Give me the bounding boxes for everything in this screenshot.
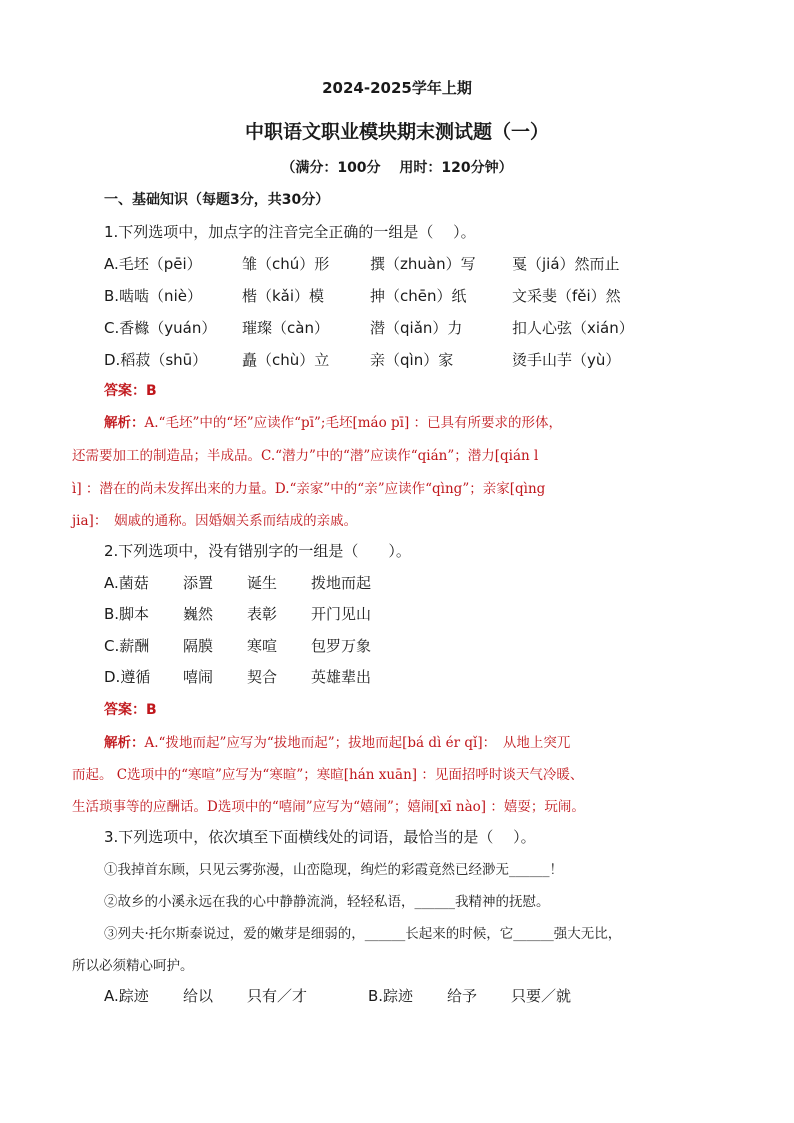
option-cell: 抻（chēn）纸	[370, 287, 467, 305]
answer-value: B	[146, 383, 157, 399]
option-cell: 扣人心弦（xián）	[512, 319, 634, 337]
answer-value: B	[146, 702, 157, 718]
option-cell: 文采斐（fěi）然	[512, 287, 621, 305]
option-cell: 雏（chú）形	[242, 255, 330, 273]
q3-sentence-3: ③列夫·托尔斯泰说过，爱的嫩芽是细弱的，______长起来的时候，它______强大无比，	[104, 926, 622, 942]
option-cell: 亲（qìn）家	[370, 351, 454, 369]
q3-sentence-3-cont: 所以必须精心呵护。	[72, 958, 194, 974]
option-cell: 表彰	[247, 605, 278, 623]
option-cell: 只要／就	[511, 987, 572, 1005]
q2-answer	[104, 700, 157, 720]
q1-analysis-line-2: 还需要加工的制造品；半成品。C.“潜力”中的“潜”应读作“qián”；潜力[qián l	[72, 448, 539, 464]
option-cell: B.踪迹	[368, 987, 414, 1005]
option-cell: 璀璨（càn）	[242, 319, 329, 337]
term-label: 2024-2025学年上期	[322, 79, 472, 97]
answer-label: 答案：	[104, 383, 146, 399]
option-cell: 戛（jiá）然而止	[512, 255, 620, 273]
option-cell: 诞生	[247, 574, 278, 592]
q2-analysis-line-1	[104, 733, 570, 753]
section-heading: 一、基础知识（每题3分，共30分）	[104, 192, 330, 208]
question-3-stem: 3.下列选项中，依次填至下面横线处的词语，最恰当的是（ ）。	[104, 828, 536, 846]
question-2-stem: 2.下列选项中，没有错别字的一组是（ ）。	[104, 542, 411, 560]
option-cell: B.脚本	[104, 605, 150, 623]
option-cell: 巍然	[183, 605, 214, 623]
answer-label: 答案：	[104, 702, 146, 718]
option-cell: 拨地而起	[311, 574, 372, 592]
option-cell: 撰（zhuàn）写	[370, 255, 476, 273]
analysis-text: A.“毛坯”中的“坯”应读作“pī”;毛坯[máo pī] ：已具有所要求的形体，	[144, 415, 563, 431]
analysis-label: 解析：	[104, 735, 145, 751]
option-cell: 英雄辈出	[311, 668, 372, 686]
q2-analysis-line-3: 生活琐事等的应酬话。D选项中的“嘻闹”应写为“嬉闹”；嬉闹[xī nào] ：嬉耍；玩闹。	[72, 799, 585, 815]
option-cell: B.啮啮（niè）	[104, 287, 202, 305]
option-cell: 添置	[183, 574, 214, 592]
option-cell: 嘻闹	[183, 668, 214, 686]
q1-analysis-line-4: jia]： 姻戚的通称。因婚姻关系而结成的亲戚。	[72, 513, 358, 529]
option-cell: 给以	[183, 987, 214, 1005]
q3-sentence-2: ②故乡的小溪永远在我的心中静静流淌，轻轻私语，______我精神的抚慰。	[104, 894, 550, 910]
page-title: 中职语文职业模块期末测试题（一）	[244, 121, 549, 143]
q2-analysis-line-2: 而起。 C选项中的“寒喧”应写为“寒暄”；寒暄[hán xuān] ：见面招呼时谈天气冷暖、	[72, 767, 584, 783]
option-cell: 给予	[447, 987, 478, 1005]
option-cell: 包罗万象	[311, 637, 372, 655]
option-cell: D.遵循	[104, 668, 151, 686]
analysis-label: 解析：	[104, 415, 145, 431]
option-cell: 烫手山芋（yù）	[512, 351, 621, 369]
option-cell: 寒喧	[247, 637, 278, 655]
option-cell: 只有／才	[247, 987, 308, 1005]
question-1-stem: 1.下列选项中，加点字的注音完全正确的一组是（ ）。	[104, 223, 476, 241]
option-cell: D.稻菽（shū）	[104, 351, 208, 369]
analysis-text: A.“拨地而起”应写为“拔地而起”；拔地而起[bá dì ér qǐ]： 从地上突兀	[144, 735, 571, 751]
option-cell: 开门见山	[311, 605, 372, 623]
option-cell: 楷（kǎi）模	[242, 287, 325, 305]
option-cell: A.毛坯（pēi）	[104, 255, 202, 273]
exam-info: （满分：100分 用时：120分钟）	[281, 160, 513, 176]
q3-sentence-1: ①我掉首东顾，只见云雾弥漫，山峦隐现，绚烂的彩霞竟然已经渺无______！	[104, 862, 563, 878]
option-cell: 隔膜	[183, 637, 214, 655]
option-cell: 潜（qiǎn）力	[370, 319, 463, 337]
q1-answer	[104, 381, 157, 401]
option-cell: 契合	[247, 668, 278, 686]
option-cell: C.薪酬	[104, 637, 150, 655]
option-cell: 矗（chù）立	[242, 351, 330, 369]
option-cell: C.香櫞（yuán）	[104, 319, 217, 337]
q1-analysis-line-3: ì] ：潜在的尚未发挥出来的力量。D.“亲家”中的“亲”应读作“qìng”；亲家[qìng	[72, 481, 546, 497]
q1-analysis-line-1	[104, 413, 562, 433]
option-cell: A.菌菇	[104, 574, 149, 592]
option-cell: A.踪迹	[104, 987, 149, 1005]
